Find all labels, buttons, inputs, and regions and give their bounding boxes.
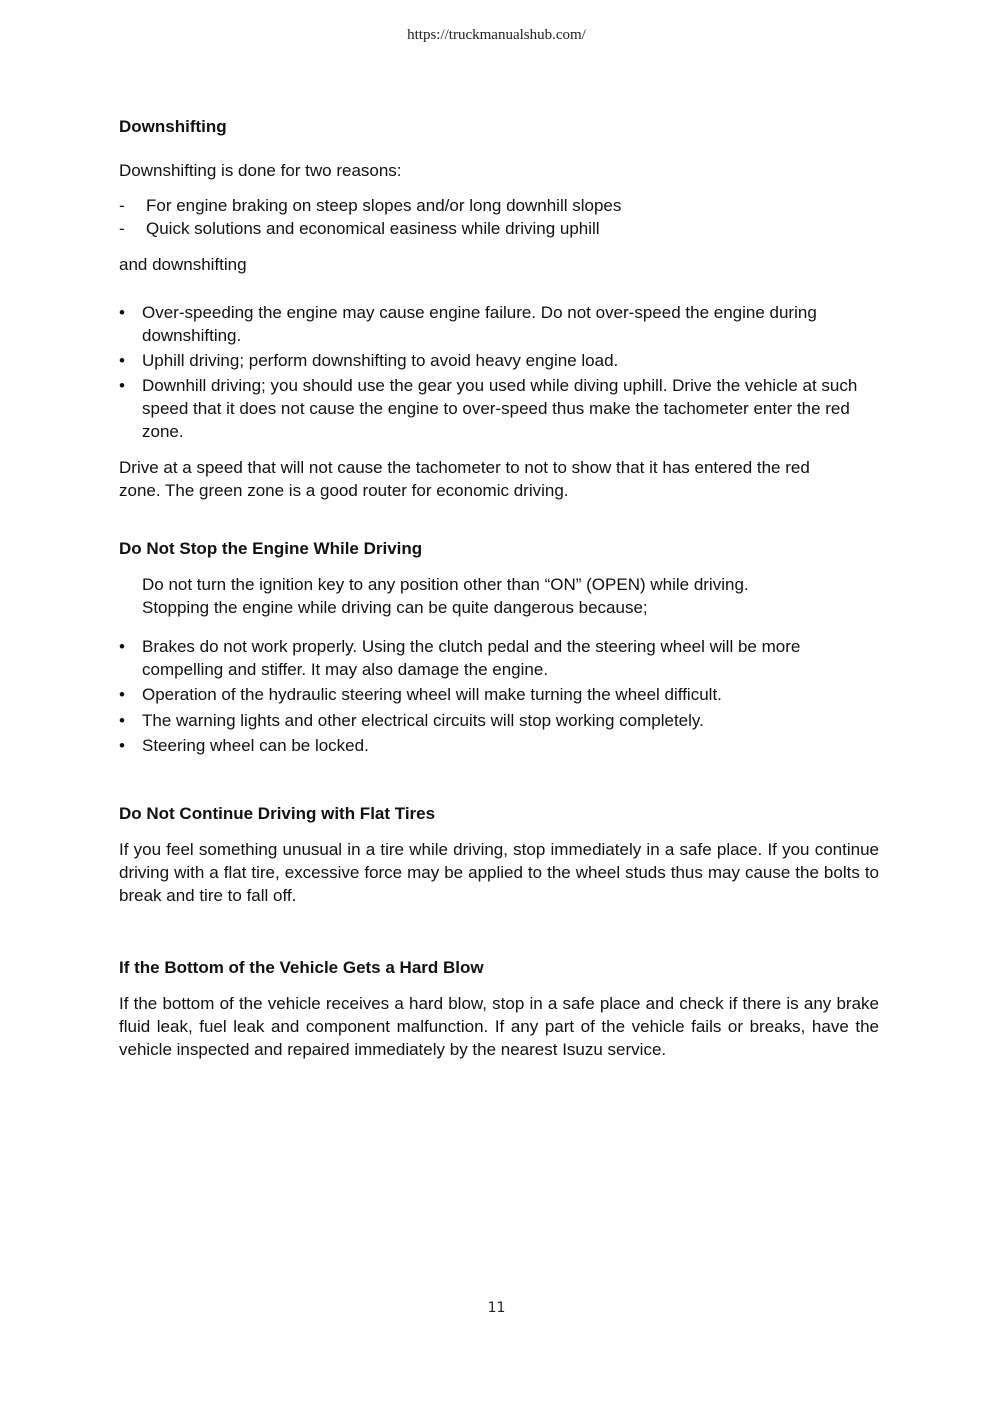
bullet-dot-icon: • <box>119 376 125 395</box>
do-not-stop-intro: Do not turn the ignition key to any position other than “ON” (OPEN) while driving. Stopping the engine while driving can be quite dangerous because; <box>142 575 749 617</box>
bullet-text: Over-speeding the engine may cause engine failure. Do not over-speed the engine during downshifting. <box>142 303 817 345</box>
downshifting-heading: Downshifting <box>119 117 227 136</box>
do-not-stop-heading: Do Not Stop the Engine While Driving <box>119 539 423 558</box>
bullet-dot-icon: • <box>119 711 125 730</box>
downshifting-intro: Downshifting is done for two reasons: <box>119 161 402 180</box>
bullet-dot-icon: • <box>119 736 125 755</box>
bullet-text: Steering wheel can be locked. <box>142 736 369 755</box>
bullet-item <box>119 734 879 757</box>
reason-text: Quick solutions and economical easiness while driving uphill <box>146 219 600 238</box>
bullet-item <box>119 635 819 681</box>
dash-marker: - <box>119 219 125 238</box>
bullet-text: Downhill driving; you should use the gear you used while diving uphill. Drive the vehicle at such speed that it does not cause the engine to over-speed thus make the tachometer enter the red zone. <box>142 376 858 441</box>
bullet-dot-icon: • <box>119 685 125 704</box>
page-number: 11 <box>487 1300 506 1316</box>
bullet-text: Uphill driving; perform downshifting to avoid heavy engine load. <box>142 351 619 370</box>
flat-tires-heading: Do Not Continue Driving with Flat Tires <box>119 804 436 823</box>
bullet-dot-icon: • <box>119 351 125 370</box>
header-url: https://truckmanualshub.com/ <box>407 27 586 43</box>
hard-blow-body: If the bottom of the vehicle receives a hard blow, stop in a safe place and check if there is any brake fluid leak, fuel leak and component malfunction. If any part of the vehicle fails or breaks, have the vehicle inspected and repaired immediately by the nearest Isuzu service. <box>119 994 879 1059</box>
bullet-text: Operation of the hydraulic steering wheel will make turning the wheel difficult. <box>142 685 722 704</box>
bullet-item <box>119 301 819 347</box>
downshifting-closing: Drive at a speed that will not cause the tachometer to not to show that it has entered the red zone. The green zone is a good router for economic driving. <box>119 458 810 500</box>
hard-blow-heading: If the Bottom of the Vehicle Gets a Hard Blow <box>119 958 484 977</box>
reason-item <box>119 217 600 240</box>
bullet-item <box>119 683 879 706</box>
reason-item <box>119 194 621 217</box>
bullet-dot-icon: • <box>119 303 125 322</box>
bullet-text: The warning lights and other electrical circuits will stop working completely. <box>142 711 704 730</box>
bullet-text: Brakes do not work properly. Using the clutch pedal and the steering wheel will be more compelling and stiffer. It may also damage the engine. <box>142 637 801 679</box>
bullet-dot-icon: • <box>119 637 125 656</box>
bullet-item <box>119 709 879 732</box>
dash-marker: - <box>119 196 125 215</box>
downshifting-continuation: and downshifting <box>119 255 247 274</box>
bullet-item <box>119 374 879 443</box>
flat-tires-body: If you feel something unusual in a tire while driving, stop immediately in a safe place. If you continue driving with a flat tire, excessive force may be applied to the wheel studs thus may cause the bolts to break and tire to fall off. <box>119 840 879 905</box>
bullet-item <box>119 349 879 372</box>
reason-text: For engine braking on steep slopes and/or long downhill slopes <box>146 196 622 215</box>
